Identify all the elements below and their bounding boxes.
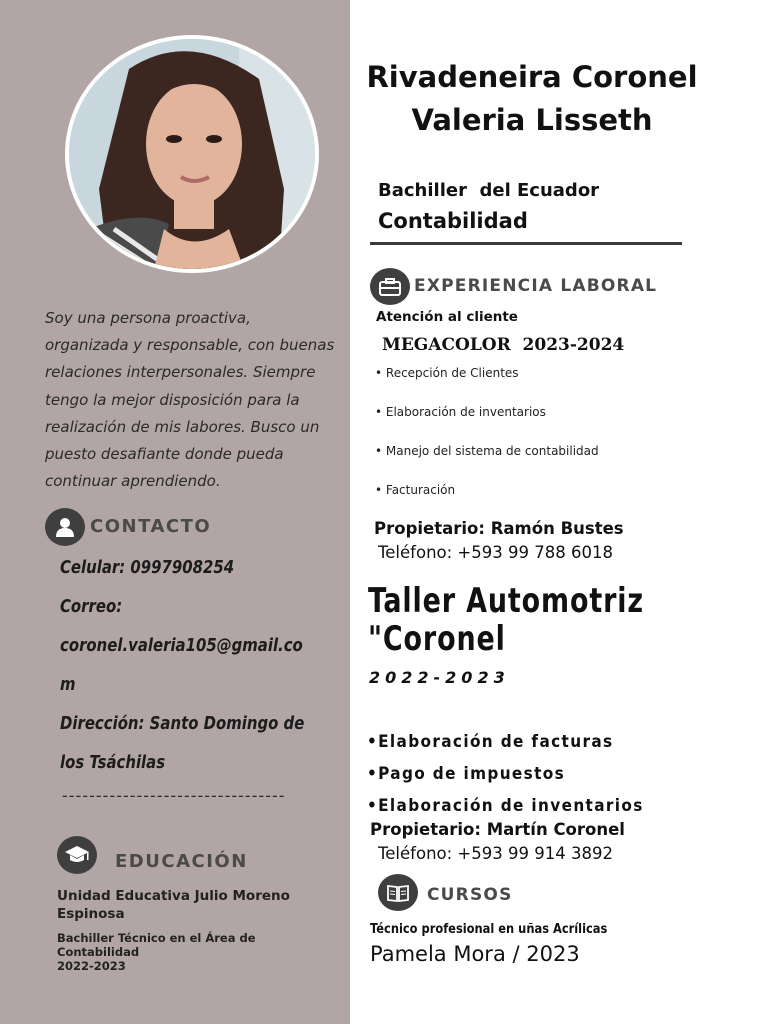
contact-email: coronel.valeria105@gmail.co [60, 635, 303, 656]
education-heading: EDUCACIÓN [115, 851, 248, 872]
education-degree [57, 931, 307, 973]
job1-owner: Propietario: Ramón Bustes [374, 519, 624, 538]
job1-role: Atención al cliente [376, 309, 518, 325]
education-degree-title: Bachiller Técnico en el Área de Contabilidad [57, 931, 256, 959]
degree-block [378, 176, 599, 236]
degree-line-1: Bachiller del Ecuador [378, 180, 600, 201]
profile-photo [65, 35, 319, 273]
job1-tasks [375, 366, 599, 522]
job2-tasks [367, 726, 644, 822]
contact-details [60, 548, 308, 782]
job2-company-line-1: Taller Automotriz [368, 581, 644, 621]
contact-address-cont: los Tsáchilas [60, 752, 166, 773]
contact-email-cont: m [60, 674, 76, 695]
job2-task: •Pago de impuestos [367, 764, 566, 784]
contact-heading: CONTACTO [90, 516, 212, 537]
graduation-cap-icon [57, 836, 97, 874]
candidate-name [352, 56, 712, 142]
job2-phone: Teléfono: +593 99 914 3892 [378, 844, 613, 863]
name-line-2: Valeria Lisseth [411, 103, 653, 137]
job1-company: MEGACOLOR 2023-2024 [382, 335, 625, 355]
profile-summary: Soy una persona proactiva, organizada y responsable, con buenas relaciones interpersonales. Siempre tengo la mejor disposición para la realización de mis labores. Busco un puesto desafiante donde pueda continuar aprendiendo. [45, 309, 335, 491]
job2-company-line-2: "Coronel [368, 619, 506, 659]
header-divider [370, 242, 682, 245]
job2-task: •Elaboración de inventarios [367, 796, 644, 816]
name-line-1: Rivadeneira Coronel [366, 60, 698, 94]
job1-phone: Teléfono: +593 99 788 6018 [378, 543, 613, 562]
course-title: Técnico profesional en uñas Acrílicas [370, 922, 608, 937]
courses-heading: CURSOS [427, 885, 513, 905]
job1-task: • Facturación [375, 483, 456, 497]
briefcase-icon [370, 268, 410, 305]
book-icon [378, 874, 418, 911]
job2-task: •Elaboración de facturas [367, 732, 614, 752]
job2-years: 2022-2023 [369, 668, 510, 687]
contact-email-label: Correo: [60, 596, 123, 617]
job1-task: • Recepción de Clientes [375, 366, 519, 380]
contact-phone: Celular: 0997908254 [60, 557, 235, 578]
experience-heading: EXPERIENCIA LABORAL [414, 276, 658, 296]
contact-address: Dirección: Santo Domingo de [60, 713, 305, 734]
degree-line-2: Contabilidad [378, 209, 528, 233]
job1-task: • Elaboración de inventarios [375, 405, 546, 419]
education-years: 2022-2023 [57, 959, 126, 973]
person-icon [45, 508, 85, 546]
education-school: Unidad Educativa Julio Moreno Espinosa [57, 888, 290, 922]
job2-owner: Propietario: Martín Coronel [370, 820, 625, 839]
profile-photo-illustration [69, 39, 315, 269]
course-detail: Pamela Mora / 2023 [370, 942, 580, 966]
job2-company [368, 582, 658, 658]
job1-task: • Manejo del sistema de contabilidad [375, 444, 599, 458]
contact-divider: --------------------------------- [62, 786, 286, 805]
